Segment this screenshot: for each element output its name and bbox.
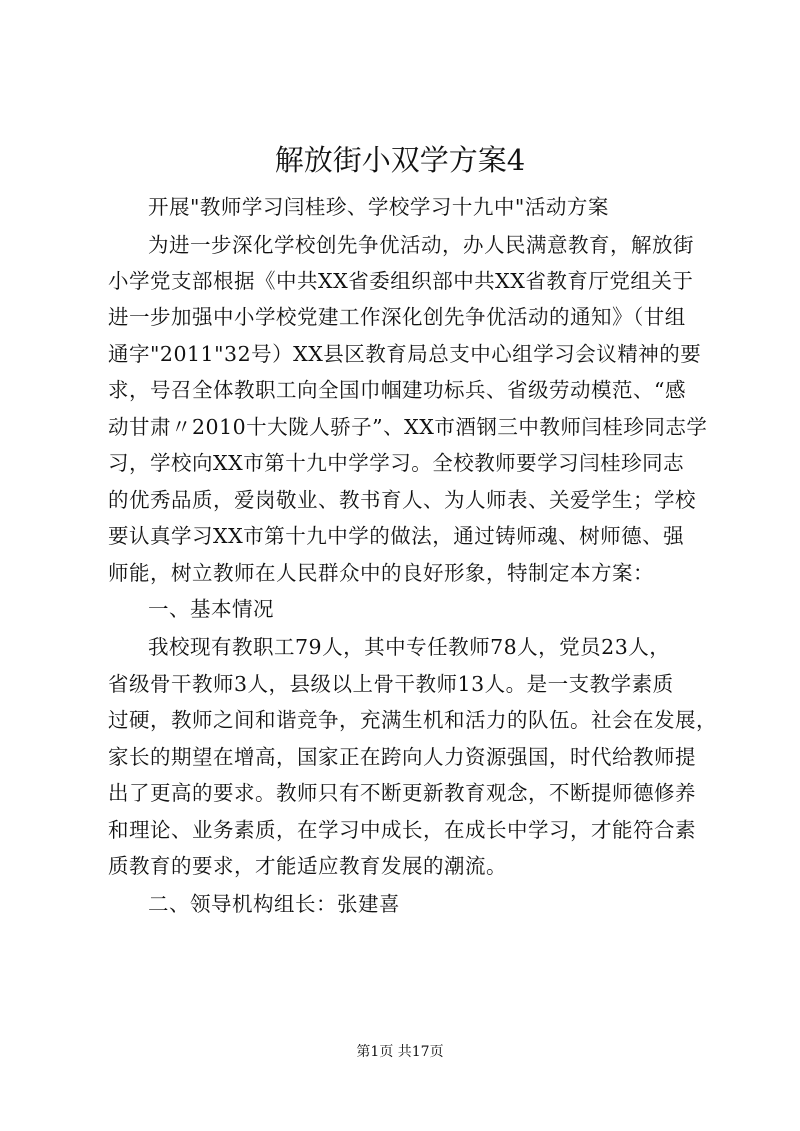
paragraph-line: 师能，树立教师在人民群众中的良好形象，特制定本方案： bbox=[108, 561, 654, 585]
paragraph-line: 开展"教师学习闫桂珍、学校学习十九中"活动方案 bbox=[148, 195, 609, 219]
paragraph-line: 习，学校向XX市第十九中学学习。全校教师要学习闫桂珍同志 bbox=[108, 451, 685, 475]
document-title: 解放街小双学方案4 bbox=[274, 143, 526, 177]
page-number-footer: 第1页 共17页 bbox=[356, 1044, 444, 1060]
paragraph-line: 的优秀品质，爱岗敬业、教书育人、为人师表、关爱学生；学校 bbox=[108, 488, 696, 512]
paragraph-line: 动甘肃〃2010十大陇人骄子”、XX市酒钢三中教师闫桂珍同志学 bbox=[108, 415, 708, 439]
paragraph-line: 过硬，教师之间和谐竞争，充满生机和活力的队伍。社会在发展， bbox=[108, 708, 717, 732]
paragraph-line: 出了更高的要求。教师只有不断更新教育观念，不断提师德修养 bbox=[108, 781, 696, 805]
paragraph-line: 为进一步深化学校创先争优活动，办人民满意教育，解放街 bbox=[148, 233, 694, 257]
section-heading-basic: 一、基本情况 bbox=[148, 597, 274, 621]
paragraph-line: 进一步加强中小学校党建工作深化创先争优活动的通知》（甘组 bbox=[108, 305, 686, 329]
paragraph-line: 省级骨干教师3人，县级以上骨干教师13人。是一支教学素质 bbox=[108, 672, 674, 696]
paragraph-line: 小学党支部根据《中共XX省委组织部中共XX省教育厅党组关于 bbox=[108, 269, 694, 293]
paragraph-line: 通字"2011"32号）XX县区教育局总支中心组学习会议精神的要 bbox=[108, 342, 702, 366]
paragraph-line: 我校现有教职工79人，其中专任教师78人，党员23人， bbox=[148, 635, 671, 659]
section-heading-leadership: 二、领导机构组长：张建喜 bbox=[148, 892, 400, 916]
paragraph-line: 质教育的要求，才能适应教育发展的潮流。 bbox=[108, 854, 507, 878]
paragraph-line: 要认真学习XX市第十九中学的做法，通过铸师魂、树师德、强 bbox=[108, 524, 685, 548]
paragraph-line: 和理论、业务素质，在学习中成长，在成长中学习，才能符合素 bbox=[108, 818, 696, 842]
paragraph-line: 求，号召全体教职工向全国巾帼建功标兵、省级劳动模范、“感 bbox=[108, 378, 686, 402]
paragraph-line: 家长的期望在增高，国家正在跨向人力资源强国，时代给教师提 bbox=[108, 745, 696, 769]
